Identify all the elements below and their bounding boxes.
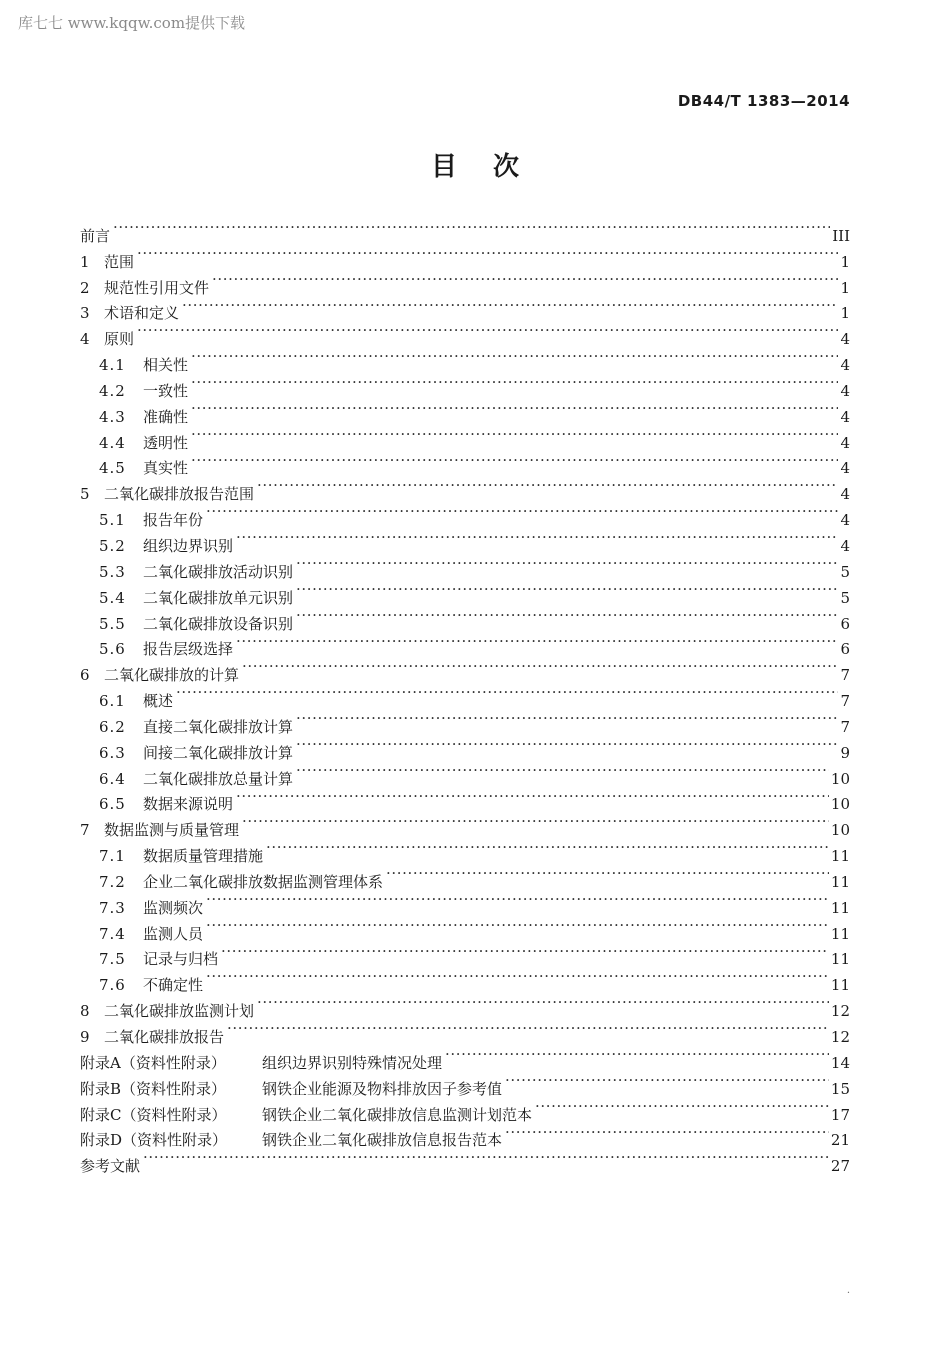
toc-dot-leader: [386, 861, 829, 887]
toc-label: 监测人员: [143, 924, 204, 943]
toc-dot-leader: [191, 370, 838, 396]
toc-number: 6.4: [99, 769, 126, 788]
toc-label: 数据监测与质量管理: [104, 821, 240, 840]
toc-appendix-tag: 附录B（资料性附录）: [80, 1079, 227, 1098]
toc-dot-leader: [445, 1042, 829, 1068]
toc-page-number: 7: [840, 692, 850, 711]
toc-dot-leader: [137, 241, 838, 267]
toc-dot-leader: [505, 1120, 829, 1146]
toc-number: 7.4: [99, 924, 126, 943]
toc-label: 钢铁企业二氧化碳排放信息监测计划范本: [262, 1105, 533, 1124]
toc-dot-leader: [296, 758, 829, 784]
toc-dot-leader: [242, 809, 829, 835]
toc-number: 6.3: [99, 743, 126, 762]
watermark-text: 库七七 www.kqqw.com提供下载: [18, 14, 246, 32]
toc-label: 术语和定义: [104, 304, 180, 323]
toc-dot-leader: [206, 964, 829, 990]
toc-page-number: 12: [830, 1028, 850, 1046]
toc-number: 6.5: [99, 795, 126, 814]
toc-dot-leader: [176, 680, 838, 706]
toc-dot-leader: [257, 473, 838, 499]
toc-label: 二氧化碳排放活动识别: [143, 562, 294, 581]
toc-number: 8: [80, 1002, 90, 1021]
toc-entry[interactable]: [80, 267, 850, 297]
toc-page-number: 4: [840, 407, 850, 426]
table-of-contents: [80, 215, 850, 1176]
toc-page-number: 10: [830, 769, 850, 788]
toc-label: 二氧化碳排放设备识别: [143, 614, 294, 633]
toc-label: 透明性: [143, 433, 189, 452]
toc-page-number: 4: [840, 459, 850, 478]
toc-number: 7.5: [99, 950, 126, 969]
toc-page-number: 4: [840, 433, 850, 452]
toc-label: 间接二氧化碳排放计算: [143, 743, 294, 762]
toc-page-number: 5: [840, 562, 850, 581]
toc-dot-leader: [296, 577, 838, 603]
toc-label: 参考文献: [80, 1157, 141, 1176]
toc-page-number: 6: [840, 640, 850, 659]
toc-number: 4.1: [99, 356, 126, 375]
toc-number: 5: [80, 485, 90, 504]
toc-page-number: 6: [840, 614, 850, 633]
toc-number: 4.2: [99, 381, 126, 400]
toc-entry[interactable]: [80, 680, 850, 711]
toc-page-number: 15: [830, 1079, 850, 1098]
toc-number: 4.3: [99, 407, 126, 426]
toc-dot-leader: [113, 215, 830, 241]
toc-label: 范围: [104, 252, 135, 271]
toc-label: 报告层级选择: [143, 640, 234, 659]
toc-entry[interactable]: [80, 706, 850, 736]
toc-label: 二氧化碳排放单元识别: [143, 588, 294, 607]
toc-dot-leader: [221, 939, 829, 965]
toc-dot-leader: [143, 1145, 829, 1171]
toc-label: 直接二氧化碳排放计算: [143, 717, 294, 736]
toc-label: 二氧化碳排放的计算: [104, 666, 240, 685]
toc-dot-leader: [191, 396, 838, 422]
toc-label: 组织边界识别: [143, 536, 234, 555]
toc-dot-leader: [296, 551, 838, 577]
toc-number: 5.2: [99, 536, 126, 555]
toc-number: 7.6: [99, 976, 126, 995]
toc-entry[interactable]: [80, 318, 850, 349]
toc-dot-leader: [137, 318, 838, 344]
toc-entry[interactable]: [80, 215, 850, 245]
toc-page-number: 4: [840, 485, 850, 504]
toc-dot-leader: [236, 629, 838, 655]
toc-label: 数据来源说明: [143, 795, 234, 814]
toc-page-number: 17: [830, 1105, 850, 1124]
toc-label: 真实性: [143, 459, 189, 478]
toc-number: 5.6: [99, 640, 126, 659]
toc-number: 7.1: [99, 847, 126, 866]
toc-number: 6: [80, 666, 90, 685]
toc-page-number: 4: [840, 330, 850, 349]
page-title: 目次: [430, 152, 555, 182]
toc-entry[interactable]: [80, 293, 850, 323]
toc-page-number: 4: [840, 381, 850, 400]
toc-label: 相关性: [143, 356, 189, 375]
toc-number: 6.1: [99, 692, 126, 711]
toc-page-number: 4: [840, 356, 850, 375]
toc-entry[interactable]: [80, 448, 850, 478]
standard-code: DB44/T 1383—2014: [677, 92, 850, 110]
toc-entry[interactable]: [80, 344, 850, 375]
toc-label: 二氧化碳排放报告: [104, 1028, 225, 1046]
toc-number: 2: [80, 278, 90, 297]
toc-entry[interactable]: [80, 396, 850, 426]
toc-page-number: 1: [840, 278, 850, 297]
toc-number: 4: [80, 330, 90, 349]
toc-dot-leader: [191, 344, 838, 370]
toc-appendix-tag: 附录A（资料性附录）: [80, 1053, 226, 1072]
toc-label: 准确性: [143, 407, 189, 426]
toc-page-number: 5: [840, 588, 850, 607]
toc-page-number: 14: [830, 1053, 850, 1072]
toc-page-number: 11: [830, 976, 850, 995]
toc-label: 钢铁企业能源及物料排放因子参考值: [262, 1079, 503, 1098]
toc-appendix-tag: 附录C（资料性附录）: [80, 1105, 227, 1124]
toc-entry[interactable]: [80, 370, 850, 400]
toc-dot-leader: [206, 499, 838, 525]
toc-page-number: 10: [830, 795, 850, 814]
toc-dot-leader: [242, 654, 838, 680]
toc-appendix-tag: 附录D（资料性附录）: [80, 1131, 228, 1150]
toc-page-number: 7: [840, 666, 850, 685]
toc-page-number: 12: [830, 1002, 850, 1021]
toc-page-number: 4: [840, 536, 850, 555]
toc-number: 5.5: [99, 614, 126, 633]
toc-dot-leader: [206, 913, 829, 939]
toc-page-number: 11: [830, 872, 850, 891]
toc-label: 二氧化碳排放监测计划: [104, 1002, 255, 1021]
corner-mark: .: [846, 1285, 850, 1296]
toc-number: 7.2: [99, 872, 126, 891]
toc-number: 3: [80, 304, 90, 323]
toc-number: 9: [80, 1028, 90, 1046]
toc-dot-leader: [212, 267, 838, 293]
toc-dot-leader: [236, 784, 829, 810]
toc-page-number: 11: [830, 950, 850, 969]
toc-number: 4.5: [99, 459, 126, 478]
toc-page-number: 4: [840, 511, 850, 530]
toc-page-number: 10: [830, 821, 850, 840]
toc-label: 钢铁企业二氧化碳排放信息报告范本: [262, 1131, 503, 1150]
toc-number: 5.1: [99, 511, 126, 530]
toc-entry[interactable]: [80, 422, 850, 452]
toc-label: 不确定性: [143, 976, 204, 995]
toc-page-number: III: [832, 226, 850, 245]
toc-page-number: 7: [840, 717, 850, 736]
toc-label: 监测频次: [143, 898, 204, 917]
toc-dot-leader: [535, 1094, 829, 1120]
toc-label: 记录与归档: [143, 950, 219, 969]
toc-page-number: 27: [830, 1157, 850, 1176]
toc-dot-leader: [206, 887, 829, 913]
toc-entry[interactable]: [80, 473, 850, 504]
toc-label: 二氧化碳排放总量计算: [143, 769, 294, 788]
toc-number: 1: [80, 252, 90, 271]
toc-number: 7.3: [99, 898, 126, 917]
toc-page-number: 9: [840, 743, 850, 762]
toc-dot-leader: [227, 1016, 829, 1042]
toc-dot-leader: [182, 293, 838, 319]
toc-dot-leader: [296, 706, 838, 732]
toc-dot-leader: [296, 732, 838, 758]
toc-label: 企业二氧化碳排放数据监测管理体系: [143, 872, 384, 891]
toc-dot-leader: [236, 525, 838, 551]
toc-number: 6.2: [99, 717, 126, 736]
toc-label: 规范性引用文件: [104, 278, 210, 297]
toc-dot-leader: [505, 1068, 829, 1094]
toc-number: 5.4: [99, 588, 126, 607]
toc-dot-leader: [266, 835, 829, 861]
toc-entry[interactable]: [80, 241, 850, 271]
toc-dot-leader: [296, 603, 838, 629]
toc-page-number: 1: [840, 252, 850, 271]
toc-label: 原则: [104, 330, 135, 349]
toc-page-number: 1: [840, 304, 850, 323]
toc-label: 数据质量管理措施: [143, 847, 264, 866]
toc-number: 5.3: [99, 562, 126, 581]
toc-page-number: 11: [830, 847, 850, 866]
toc-label: 二氧化碳排放报告范围: [104, 485, 255, 504]
toc-label: 报告年份: [143, 511, 204, 530]
toc-entry[interactable]: [80, 1145, 850, 1176]
toc-label: 概述: [143, 692, 174, 711]
toc-page-number: 11: [830, 924, 850, 943]
toc-dot-leader: [257, 990, 829, 1016]
toc-dot-leader: [191, 422, 838, 448]
toc-page-number: 21: [830, 1131, 850, 1150]
toc-dot-leader: [191, 448, 838, 474]
toc-label: 一致性: [143, 381, 189, 400]
toc-number: 4.4: [99, 433, 126, 452]
toc-page-number: 11: [830, 898, 850, 917]
toc-number: 7: [80, 821, 90, 840]
toc-label: 前言: [80, 226, 111, 245]
toc-label: 组织边界识别特殊情况处理: [262, 1053, 443, 1072]
